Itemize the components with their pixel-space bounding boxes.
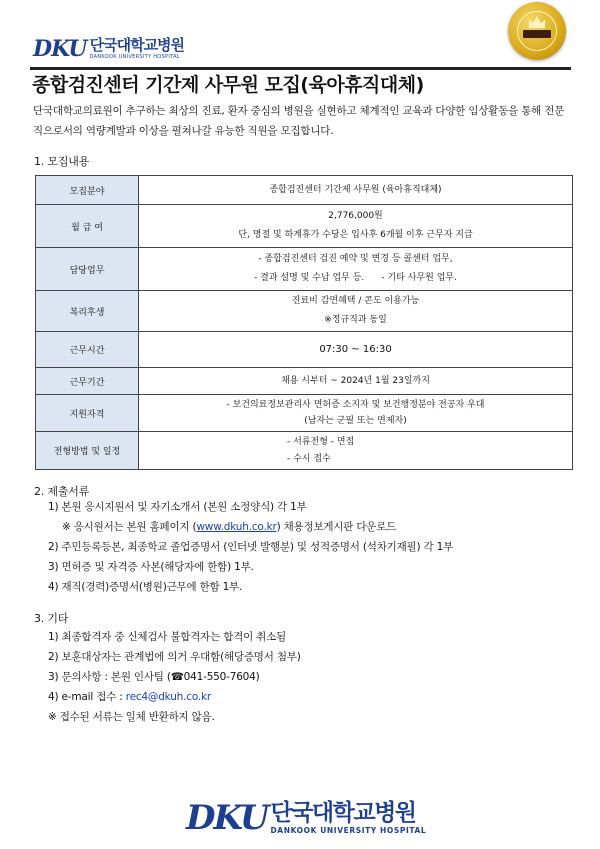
value-line: 07:30 ~ 16:30 bbox=[319, 344, 392, 355]
documents-list bbox=[48, 497, 453, 597]
intro-paragraph: 단국대학교의료원이 추구하는 최상의 진료, 환자 중심의 병원을 실현하고 체계적인 교육과 다양한 임상활동을 통해 전문직으로서의 역량계발과 이상을 펼쳐나갈 유능한 직원을 모집합니다. bbox=[33, 105, 565, 137]
value-line: 진료비 감면혜택 / 콘도 이용가능 bbox=[291, 296, 420, 306]
note-prefix: ※ 응시원서는 본원 홈페이지 ( bbox=[62, 521, 197, 533]
value-line: 2,776,000원 bbox=[328, 211, 383, 221]
row-value bbox=[139, 368, 573, 395]
homepage-link[interactable]: www.dkuh.co.kr bbox=[196, 521, 277, 533]
table-row bbox=[36, 332, 573, 368]
logo-name bbox=[270, 801, 426, 835]
value-line: - 수시 접수 bbox=[287, 453, 331, 464]
row-label: 전형방법 및 일정 bbox=[36, 432, 139, 470]
logo-name bbox=[90, 38, 184, 60]
table-row bbox=[36, 395, 573, 432]
row-label: 근무시간 bbox=[36, 332, 139, 368]
row-label: 복리후생 bbox=[36, 291, 139, 332]
table-row bbox=[36, 176, 573, 205]
row-value bbox=[139, 248, 573, 291]
page-title: 종합검진센터 기간제 사무원 모집(육아휴직대체) bbox=[32, 74, 424, 96]
email-prefix: 4) e-mail 접수 : bbox=[48, 691, 126, 703]
row-value bbox=[139, 432, 573, 470]
value-line: 종합검진센터 기간제 사무원 (육아휴직대체) bbox=[269, 184, 442, 195]
value-line: - 서류전형 - 면접 bbox=[287, 436, 355, 447]
table-row bbox=[36, 291, 573, 332]
logo-korean-name: 단국대학교병원 bbox=[270, 800, 416, 826]
hospital-logo bbox=[33, 38, 184, 60]
logo-korean-name: 단국대학교병원 bbox=[89, 36, 185, 54]
table-row bbox=[36, 368, 573, 395]
value-line: 단, 명절 및 하계휴가 수당은 입사후 6개월 이후 근무자 지급 bbox=[238, 230, 473, 240]
value-line: - 종합검진센터 검진 예약 및 변경 등 콜센터 업무, bbox=[258, 254, 453, 264]
list-item: 2) 보훈대상자는 관계법에 의거 우대함(해당증명서 첨부) bbox=[48, 651, 301, 663]
row-value bbox=[139, 332, 573, 368]
value-line: 채용 시부터 ~ 2024년 1월 23일까지 bbox=[281, 375, 430, 386]
table-row bbox=[36, 432, 573, 470]
value-line: (남자는 군필 또는 면제자) bbox=[304, 416, 407, 426]
certification-seal-icon bbox=[508, 2, 566, 60]
recruitment-table bbox=[35, 175, 573, 470]
value-line: - 결과 설명 및 수납 업무 등. - 기타 사무원 업무. bbox=[254, 273, 457, 283]
section-heading-other: 3. 기타 bbox=[34, 612, 69, 625]
list-item: 4) 재직(경력)증명서(병원)근무에 한함 1부. bbox=[48, 581, 243, 593]
table-row bbox=[36, 205, 573, 248]
section-heading-documents: 2. 제출서류 bbox=[34, 485, 90, 498]
list-item: 3) 문의사항 : 본원 인사팀 (☎041-550-7604) bbox=[48, 671, 260, 683]
note-suffix: ) 채용정보게시판 다운로드 bbox=[276, 521, 397, 533]
other-list bbox=[48, 627, 301, 727]
list-item: 3) 면허증 및 자격증 사본(해당자에 한함) 1부. bbox=[48, 561, 254, 573]
value-line: ※정규직과 동일 bbox=[324, 315, 387, 325]
row-label: 근무기간 bbox=[36, 368, 139, 395]
section-heading-recruitment: 1. 모집내용 bbox=[34, 155, 90, 168]
logo-mark: DKU bbox=[33, 36, 87, 62]
row-value bbox=[139, 205, 573, 248]
value-line: - 보건의료정보관리사 면허증 소지자 및 보건행정분야 전공자 우대 bbox=[226, 400, 485, 410]
table-row bbox=[36, 248, 573, 291]
list-item: 1) 본원 응시지원서 및 자기소개서 (본원 소정양식) 각 1부 bbox=[48, 501, 307, 513]
row-label: 지원자격 bbox=[36, 395, 139, 432]
logo-english-name: DANKOOK UNIVERSITY HOSPITAL bbox=[89, 54, 180, 60]
logo-english-name: DANKOOK UNIVERSITY HOSPITAL bbox=[270, 826, 427, 835]
email-link[interactable]: rec4@dkuh.co.kr bbox=[125, 691, 212, 703]
list-item-note bbox=[48, 517, 453, 537]
row-label: 모집분야 bbox=[36, 176, 139, 205]
list-item bbox=[48, 687, 301, 707]
row-label: 월 급 여 bbox=[36, 205, 139, 248]
logo-mark: DKU bbox=[186, 798, 268, 838]
list-item: 1) 최종합격자 중 신체검사 불합격자는 합격이 취소됨 bbox=[48, 631, 287, 643]
row-label: 담당업무 bbox=[36, 248, 139, 291]
footer-hospital-logo bbox=[186, 798, 427, 838]
list-item: 2) 주민등록등본, 최종학교 졸업증명서 (인터넷 발행분) 및 성적증명서 (석차기재필) 각 1부 bbox=[48, 541, 454, 553]
row-value bbox=[139, 291, 573, 332]
row-value bbox=[139, 176, 573, 205]
list-item-note: ※ 접수된 서류는 일체 반환하지 않음. bbox=[48, 711, 215, 723]
row-value bbox=[139, 395, 573, 432]
